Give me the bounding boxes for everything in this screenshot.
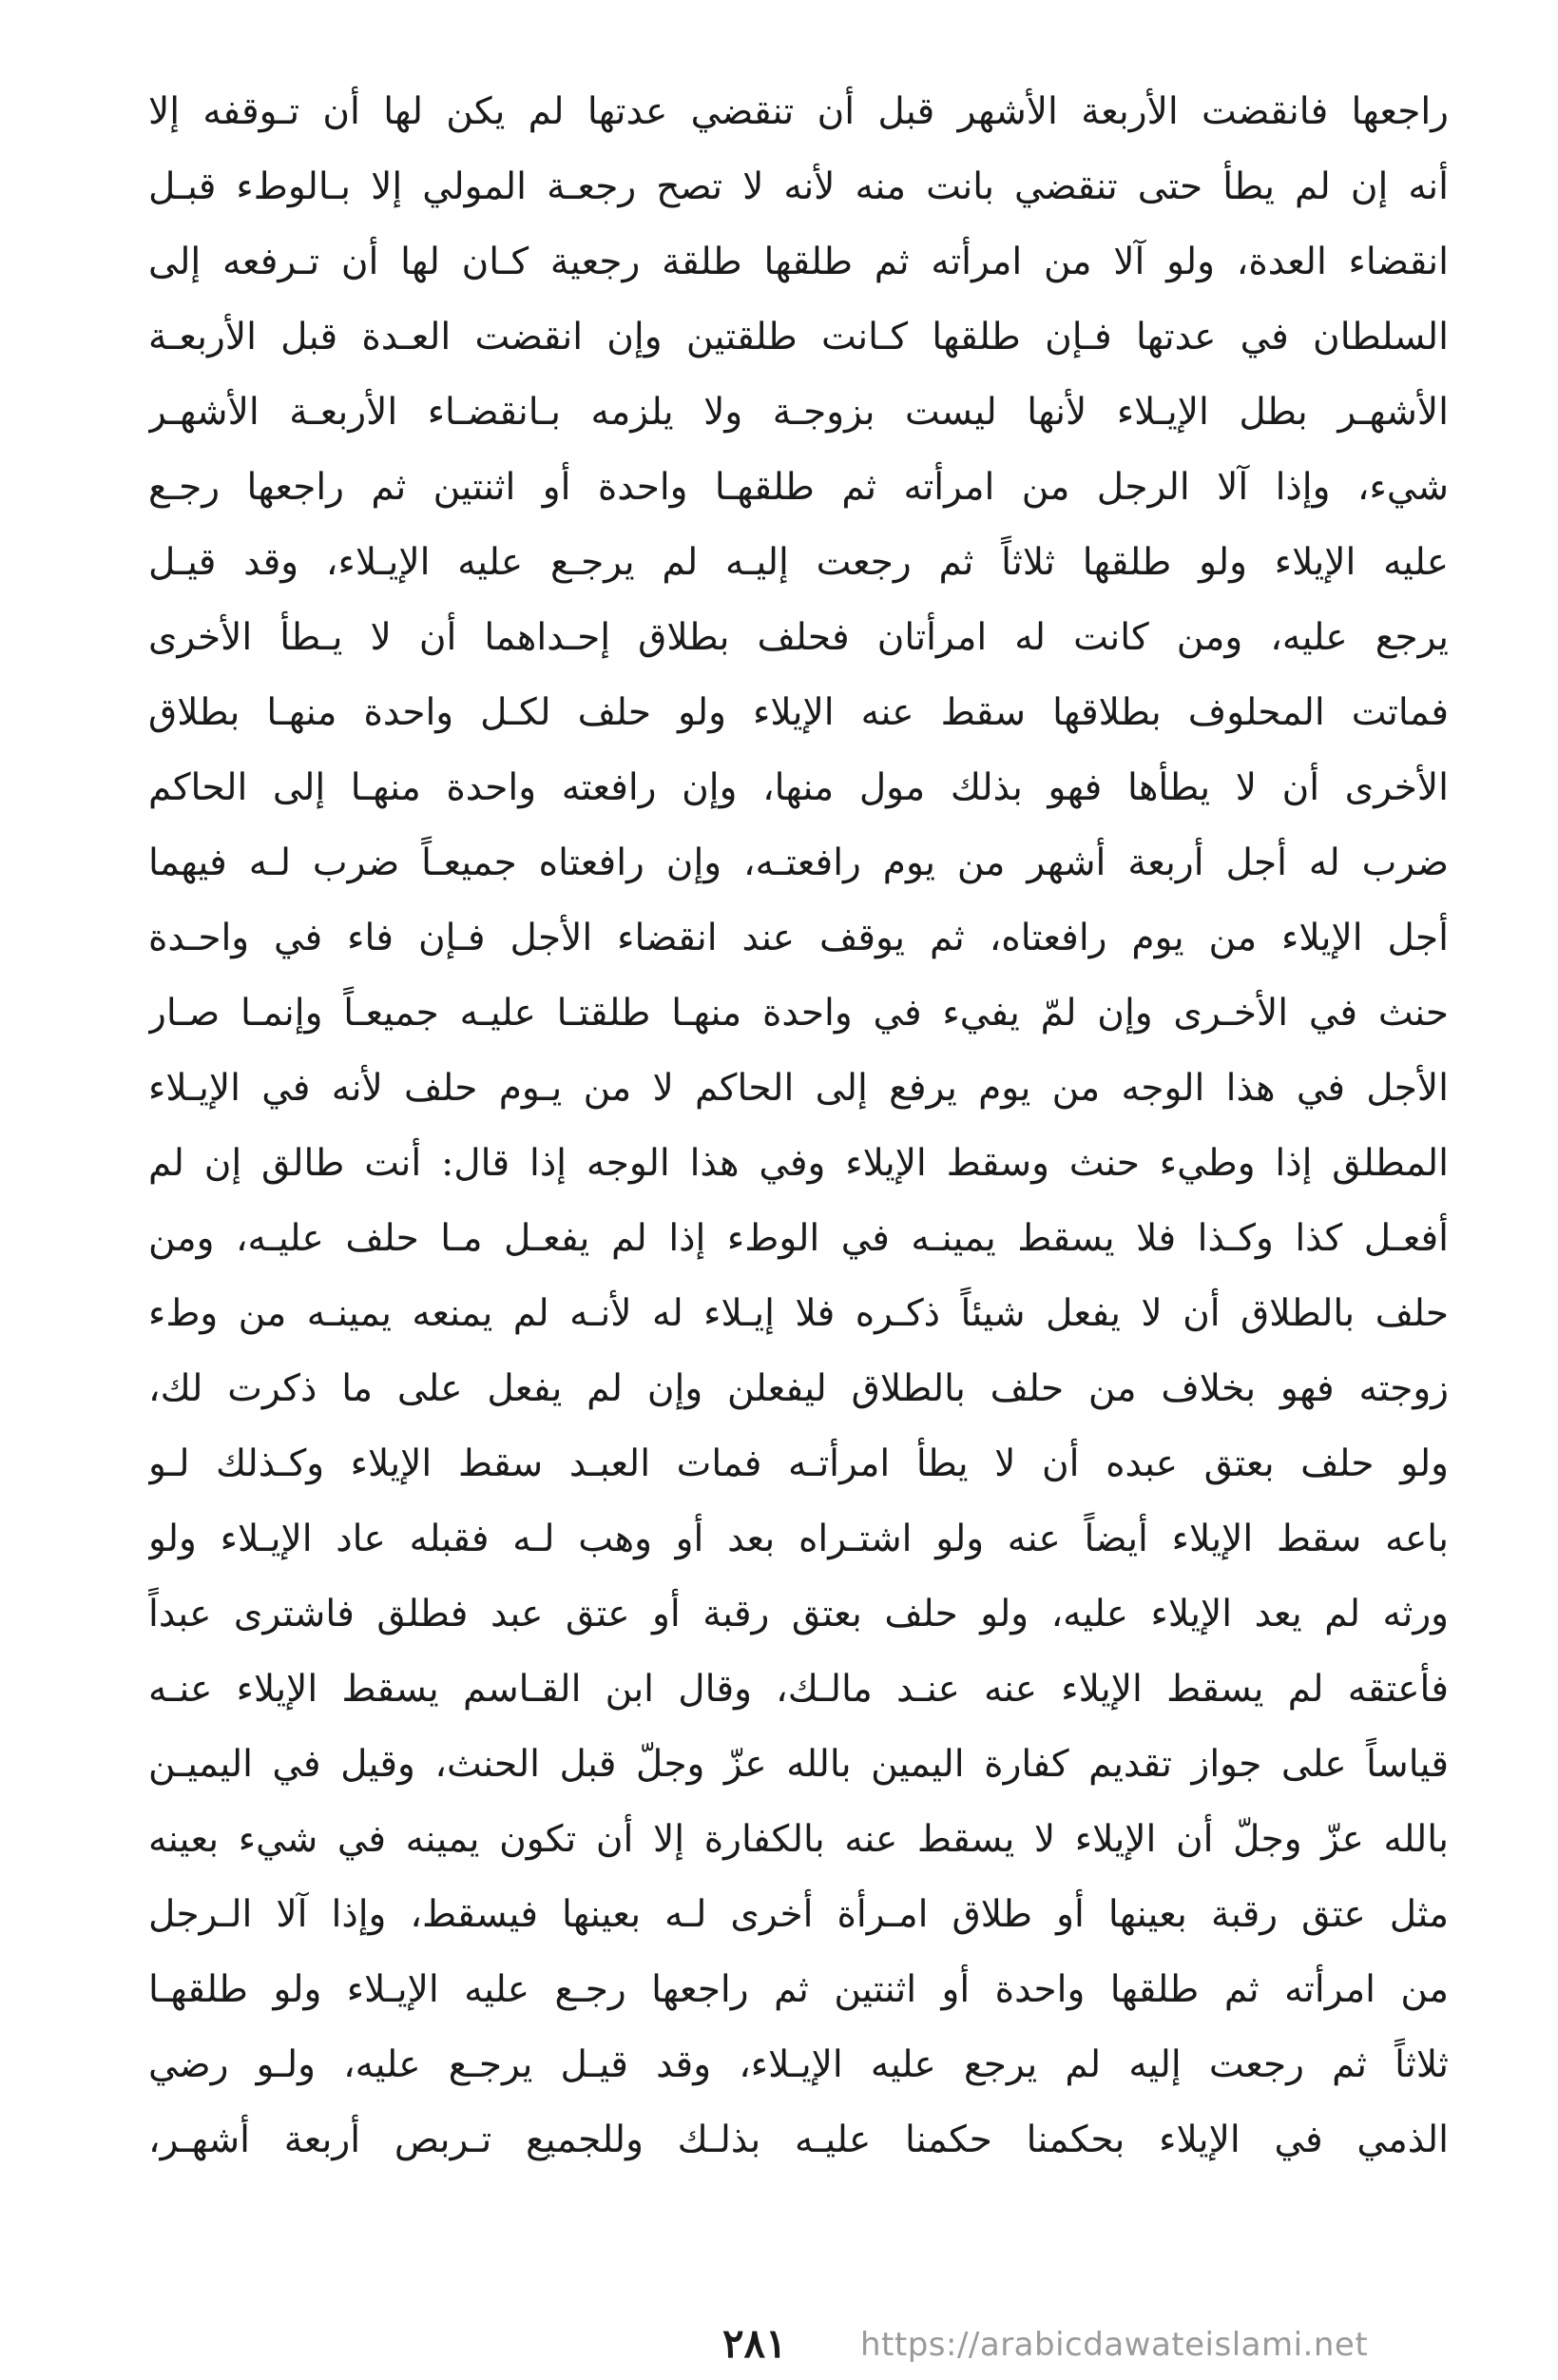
text-line-13: حنث في الأخـرى وإن لمّ يفيء في واحدة منهـا طلقتـا عليـه جميعـاً وإنمـا صـار [148, 992, 1449, 1035]
text-line-15: المطلق إذا وطيء حنث وسقط الإيلاء وفي هذا الوجه إذا قال: أنت طالق إن لم [148, 1142, 1449, 1185]
text-line-2: أنه إن لم يطأ حتى تنقضي بانت منه لأنه لا تصح رجعـة المولي إلا بـالوطء قبـل [148, 165, 1449, 208]
text-line-3: انقضاء العدة، ولو آلا من امرأته ثم طلقها طلقة رجعية كـان لها أن تـرفعه إلى [148, 241, 1449, 283]
text-line-1: راجعها فانقضت الأربعة الأشهر قبل أن تنقضي عدتها لم يكن لها أن تـوقفه إلا [148, 90, 1449, 133]
text-line-21: ورثه لم يعد الإيلاء عليه، ولو حلف بعتق رقبة أو عتق عبد فطلق فاشترى عبداً [148, 1593, 1449, 1635]
text-line-24: بالله عزّ وجلّ أن الإيلاء لا يسقط عنه بالكفارة إلا أن تكون يمينه في شيء بعينه [148, 1818, 1449, 1861]
text-line-4: السلطان في عدتها فـإن طلقها كـانت طلقتين وإن انقضت العـدة قبل الأربعـة [148, 316, 1449, 358]
text-line-20: باعه سقط الإيلاء أيضاً عنه ولو اشتـراه بعد أو وهب لـه فقبله عاد الإيـلاء ولو [148, 1518, 1449, 1560]
text-line-10: الأخرى أن لا يطأها فهو بذلك مول منها، وإن رافعته واحدة منهـا إلى الحاكم [148, 766, 1449, 809]
page-number: ٢٨١ [722, 2320, 787, 2367]
text-line-25: مثل عتق رقبة بعينها أو طلاق امـرأة أخرى لـه بعينها فيسقط، وإذا آلا الـرجل [148, 1893, 1449, 1936]
text-line-16: أفعـل كذا وكـذا فلا يسقط يمينـه في الوطء إذا لم يفعـل مـا حلف عليـه، ومن [148, 1217, 1449, 1260]
text-line-28: الذمي في الإيلاء بحكمنا حكمنا عليـه بذلـك وللجميع تـربص أربعة أشهـر، [148, 2119, 1449, 2161]
page-footer [0, 2320, 1558, 2377]
source-url-watermark: https://arabicdawateislami.net [860, 2326, 1369, 2364]
text-line-14: الأجل في هذا الوجه من يوم يرفع إلى الحاكم لا من يـوم حلف لأنه في الإيـلاء [148, 1067, 1449, 1110]
text-line-5: الأشهـر بطل الإيـلاء لأنها ليست بزوجـة ولا يلزمه بـانقضـاء الأربعـة الأشهـر [148, 391, 1449, 434]
text-line-22: فأعتقه لم يسقط الإيلاء عنه عنـد مالـك، وقال ابن القـاسم يسقط الإيلاء عنـه [148, 1668, 1449, 1711]
text-line-23: قياساً على جواز تقديم كفارة اليمين بالله عزّ وجلّ قبل الحنث، وقيل في اليميـن [148, 1743, 1449, 1786]
body-text [148, 74, 1449, 2177]
text-line-11: ضرب له أجل أربعة أشهر من يوم رافعتـه، وإن رافعتاه جميعـاً ضرب لـه فيهما [148, 842, 1449, 884]
text-line-6: شيء، وإذا آلا الرجل من امرأته ثم طلقهـا واحدة أو اثنتين ثم راجعها رجـع [148, 466, 1449, 509]
text-line-27: ثلاثاً ثم رجعت إليه لم يرجع عليه الإيـلاء، وقد قيـل يرجـع عليه، ولـو رضي [148, 2043, 1449, 2086]
text-line-26: من امرأته ثم طلقها واحدة أو اثنتين ثم راجعها رجـع عليه الإيـلاء ولو طلقهـا [148, 1968, 1449, 2011]
text-line-17: حلف بالطلاق أن لا يفعل شيئاً ذكـره فلا إيـلاء له لأنـه لم يمنعه يمينـه من وطء [148, 1292, 1449, 1335]
text-line-7: عليه الإيلاء ولو طلقها ثلاثاً ثم رجعت إليـه لم يرجـع عليه الإيـلاء، وقد قيـل [148, 541, 1449, 584]
text-line-18: زوجته فهو بخلاف من حلف بالطلاق ليفعلن وإن لم يفعل على ما ذكرت لك، [148, 1367, 1449, 1410]
text-line-12: أجل الإيلاء من يوم رافعتاه، ثم يوقف عند انقضاء الأجل فـإن فاء في واحـدة [148, 917, 1449, 959]
text-line-9: فماتت المحلوف بطلاقها سقط عنه الإيلاء ولو حلف لكـل واحدة منهـا بطلاق [148, 691, 1449, 734]
text-line-19: ولو حلف بعتق عبده أن لا يطأ امرأتـه فمات العبـد سقط الإيلاء وكـذلك لـو [148, 1442, 1449, 1485]
text-line-8: يرجع عليه، ومن كانت له امرأتان فحلف بطلاق إحـداهما أن لا يـطأ الأخرى [148, 616, 1449, 659]
